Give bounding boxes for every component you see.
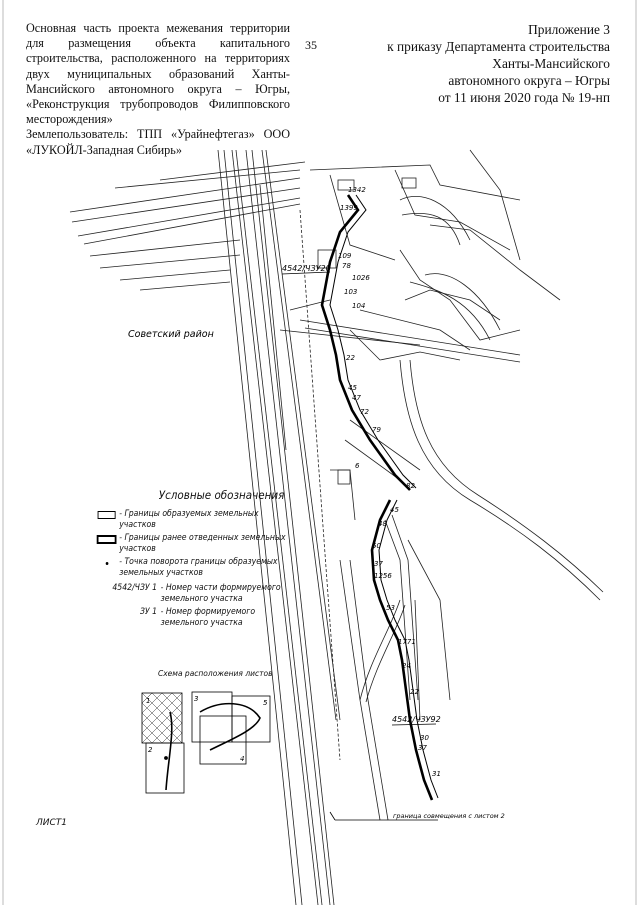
caption-paragraph: Основная часть проекта межевания территории для размещения объекта капитального строительства, расположенного на территориях двух муниципальных образований Ханты-Мансийского автономного округа – Югры, «Реконструкция трубопроводов Филипповского месторождения» [26,21,290,127]
point-label: 1256 [374,572,392,580]
appendix-line-5: от 11 июня 2020 года № 19-нп [438,90,610,105]
sheet-number: 3 [194,695,199,703]
sheet-scheme-title: Схема расположения листов [158,669,273,678]
point-label: 31 [432,770,441,778]
legend-key: 4542/ЧЗУ 1 [112,583,157,593]
appendix-line-4: автономного округа – Югры [448,73,610,88]
sheet-number: 2 [148,746,153,754]
point-label: 1342 [348,186,366,194]
map-legend [94,490,292,631]
legend-item [94,533,292,555]
point-label: 45 [348,384,357,392]
point-label: 37 [374,560,383,568]
point-label: 37 [418,744,427,752]
existing-boundary-symbol [97,535,117,544]
point-label: 48 [378,520,387,528]
point-label: 104 [352,302,366,310]
sheet-number: 4 [240,755,245,763]
sheet-scheme [142,692,270,793]
point-label: 82 [406,482,415,490]
point-label: 79 [372,426,381,434]
boundary-note: граница совмещения с листом 2 [393,812,505,820]
legend-item [94,509,292,531]
page-number: 35 [305,38,317,52]
legend-text: - Точка поворота границы образуемых земельных участков [119,557,278,578]
point-label: 53 [386,604,395,612]
point-label: 6 [355,462,360,470]
point-label: 109 [338,252,352,260]
point-label: 24 [402,662,411,670]
legend-item [94,583,292,605]
point-label: 22 [346,354,355,362]
legend-text: - Номер части формируемого земельного участка [160,583,281,604]
appendix-line-2: к приказу Департамента строительства [387,39,610,54]
legend-title: Условные обозначения [158,488,285,502]
plot-label-chzu20: 4542/ЧЗУ20 [282,264,331,273]
sheet-number: 5 [263,699,268,707]
appendix-line-3: Ханты-Мансийского [492,56,610,71]
point-label: 47 [352,394,361,402]
point-label: 1771 [398,638,416,646]
point-label: 45 [390,506,399,514]
new-boundary-symbol [98,511,116,519]
point-label: 22 [410,688,419,696]
district-label: Советский район [128,329,214,340]
turn-point-symbol [105,562,108,565]
point-label: 1026 [352,274,370,282]
legend-text: - Границы ранее отведенных земельных участков [119,533,286,554]
point-label: 72 [360,408,369,416]
plot-label-chzu92: 4542/ЧЗУ92 [392,715,441,724]
point-label: 50 [372,542,381,550]
point-label: 1399 [340,204,358,212]
legend-item [94,557,292,579]
pipeline-corridor [322,195,438,800]
landuser-line: Землепользователь: ТПП «Урайнефтегаз» ООО «ЛУКОЙЛ-Западная Сибирь» [26,127,290,157]
point-label: 30 [420,734,429,742]
point-label: 103 [344,288,358,296]
appendix-line-1: Приложение 3 [528,22,610,37]
legend-text: - Номер формируемого земельного участка [160,607,256,628]
legend-item [94,607,292,629]
sheet-label: ЛИСТ1 [36,818,68,828]
legend-text: - Границы образуемых земельных участков [119,509,259,530]
sheet-number: 1 [146,697,151,705]
point-label: 78 [342,262,351,270]
legend-key: ЗУ 1 [139,607,157,617]
